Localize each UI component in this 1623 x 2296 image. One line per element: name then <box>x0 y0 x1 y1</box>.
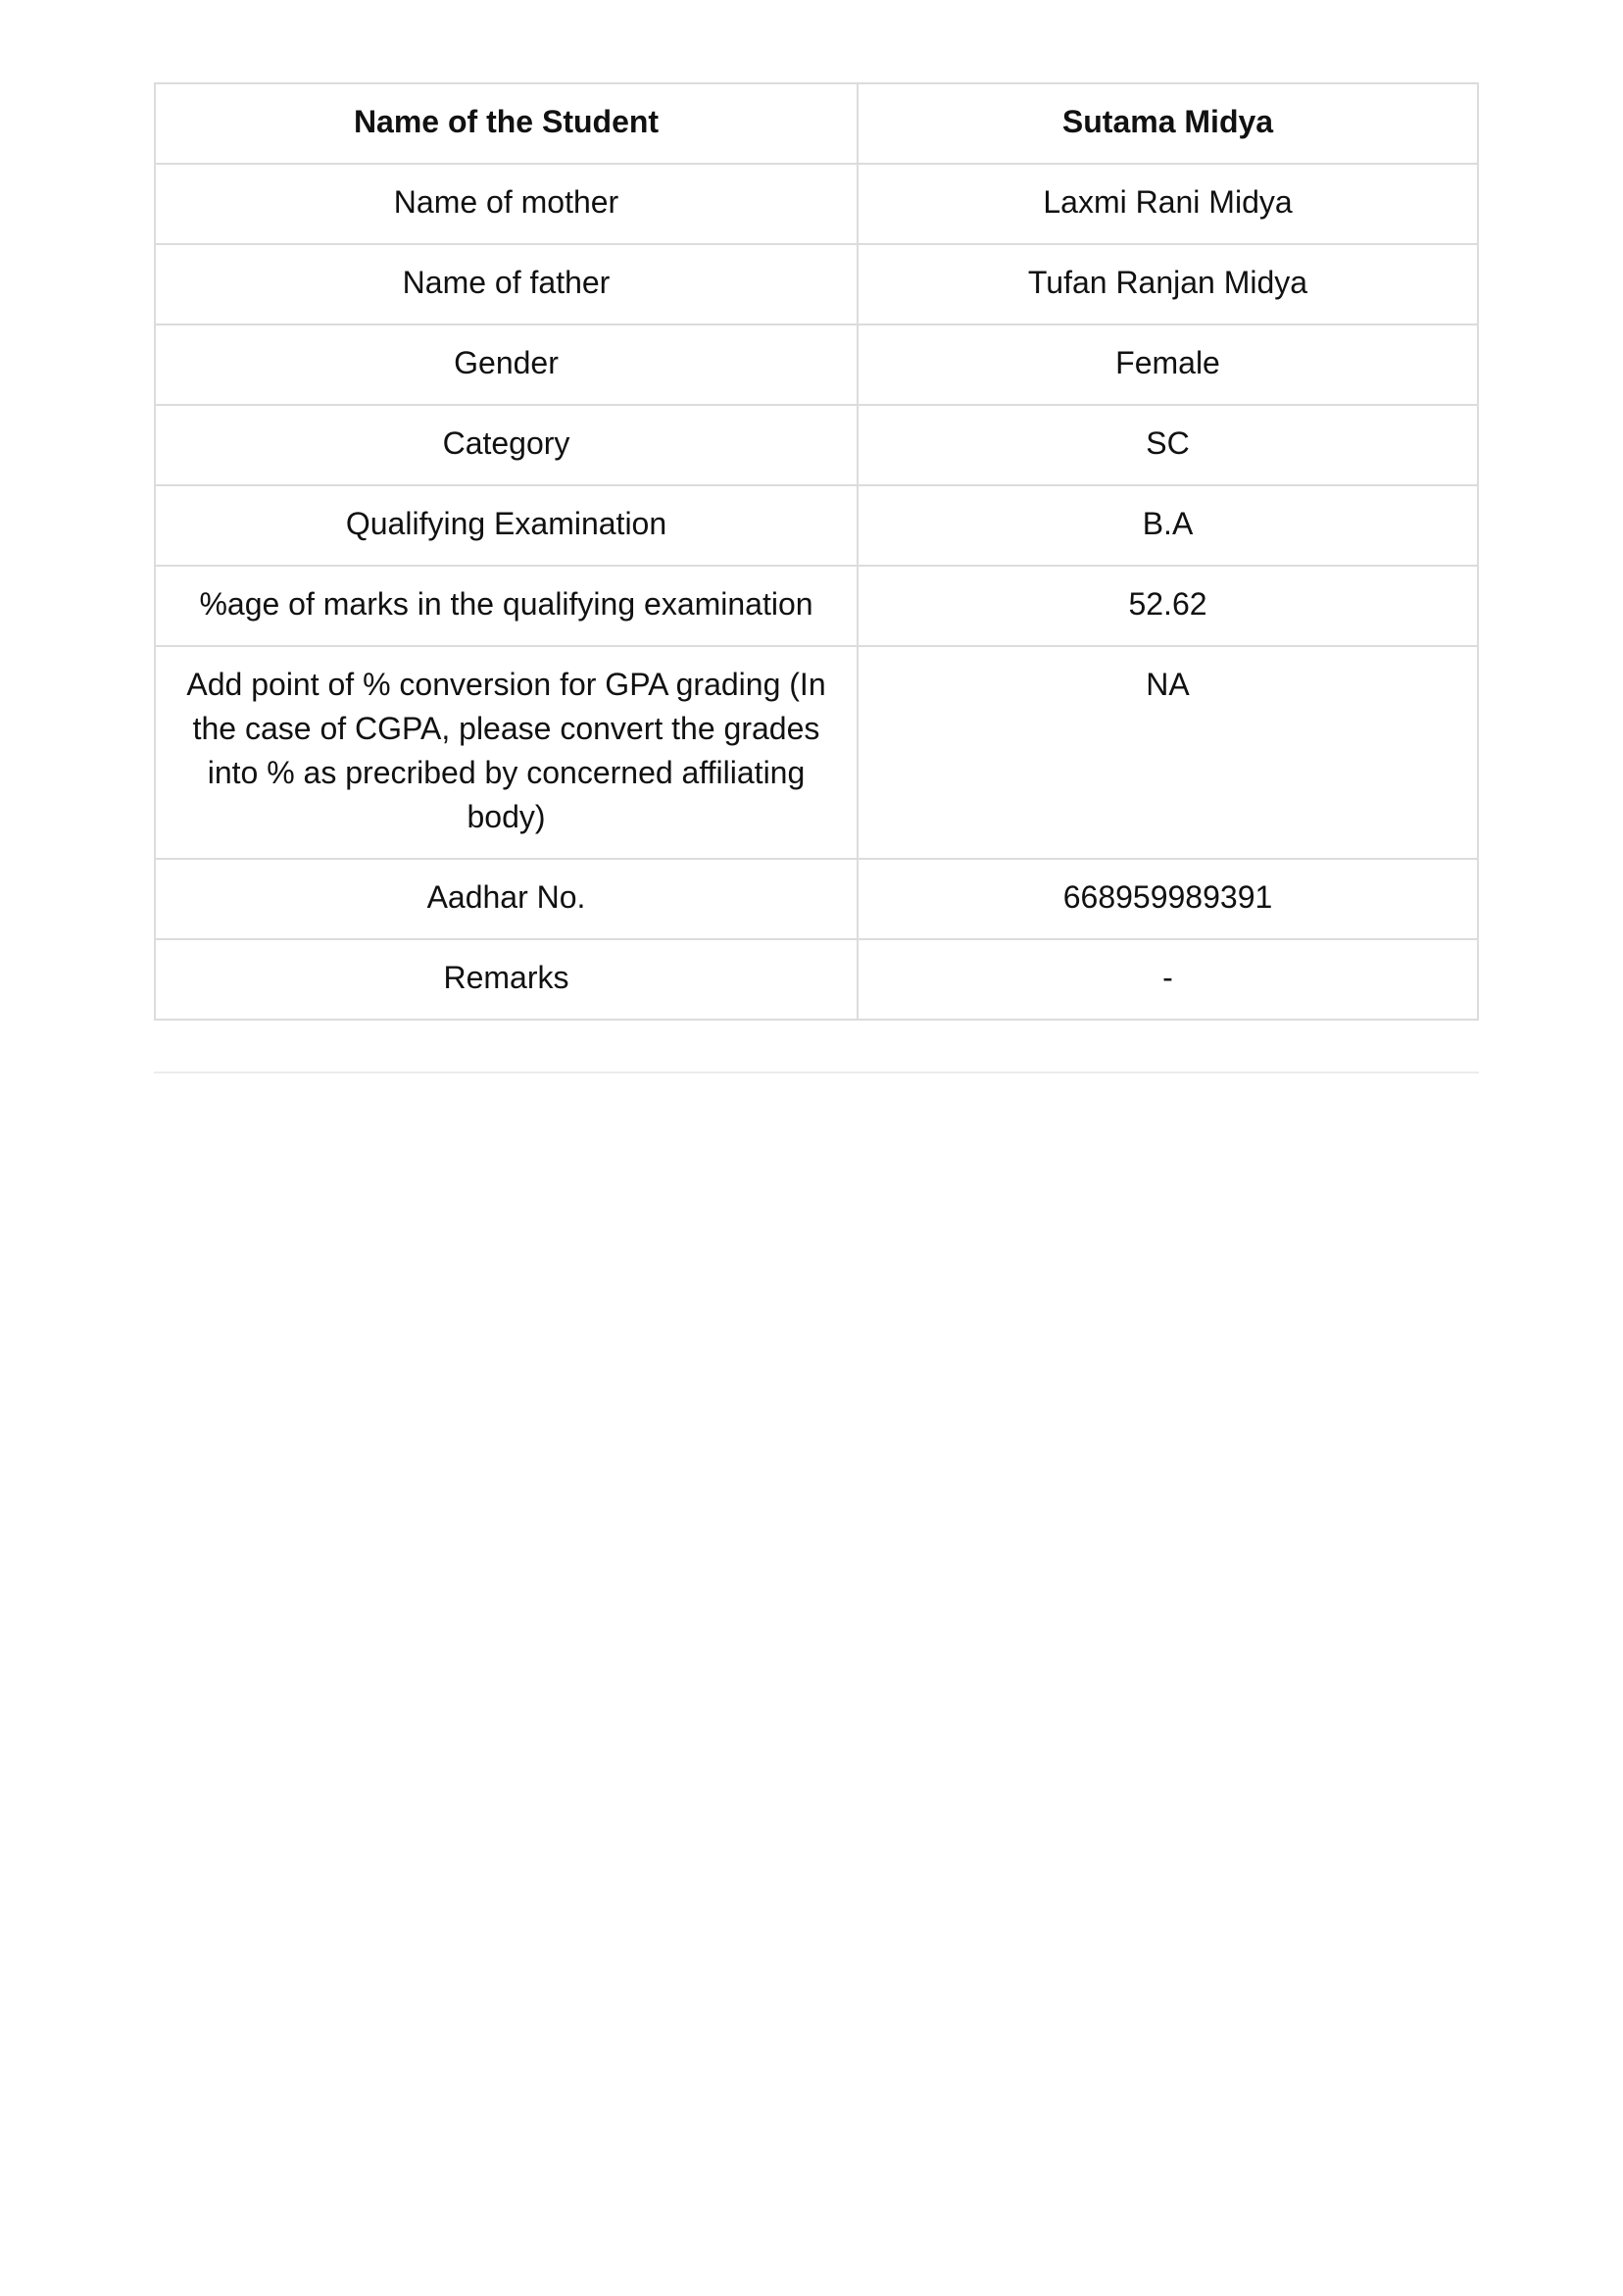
label-cell: Aadhar No. <box>155 859 858 939</box>
value-cell: NA <box>858 646 1478 859</box>
label-cell: Qualifying Examination <box>155 485 858 566</box>
label-cell: Name of father <box>155 244 858 324</box>
section-divider <box>154 1072 1479 1073</box>
table-row-mother <box>155 164 1478 244</box>
student-details-table <box>154 82 1479 1021</box>
table-row-category <box>155 405 1478 485</box>
value-cell: Tufan Ranjan Midya <box>858 244 1478 324</box>
value-cell: Sutama Midya <box>858 83 1478 164</box>
value-cell: - <box>858 939 1478 1020</box>
table-row-father <box>155 244 1478 324</box>
table-row-gpa-conversion <box>155 646 1478 859</box>
value-cell: SC <box>858 405 1478 485</box>
label-cell: Add point of % conversion for GPA grading (In the case of CGPA, please convert the grades into % as precribed by concerned affiliating body) <box>155 646 858 859</box>
table-row-gender <box>155 324 1478 405</box>
value-cell: B.A <box>858 485 1478 566</box>
label-cell: Remarks <box>155 939 858 1020</box>
value-cell: 52.62 <box>858 566 1478 646</box>
table-row-qualifying-exam <box>155 485 1478 566</box>
label-cell: Category <box>155 405 858 485</box>
label-cell: Name of mother <box>155 164 858 244</box>
label-cell: %age of marks in the qualifying examination <box>155 566 858 646</box>
value-cell: Laxmi Rani Midya <box>858 164 1478 244</box>
table-row-aadhar <box>155 859 1478 939</box>
label-cell: Name of the Student <box>155 83 858 164</box>
value-cell: 668959989391 <box>858 859 1478 939</box>
table-row-marks-percentage <box>155 566 1478 646</box>
table-row-remarks <box>155 939 1478 1020</box>
value-cell: Female <box>858 324 1478 405</box>
label-cell: Gender <box>155 324 858 405</box>
table-row-student-name <box>155 83 1478 164</box>
